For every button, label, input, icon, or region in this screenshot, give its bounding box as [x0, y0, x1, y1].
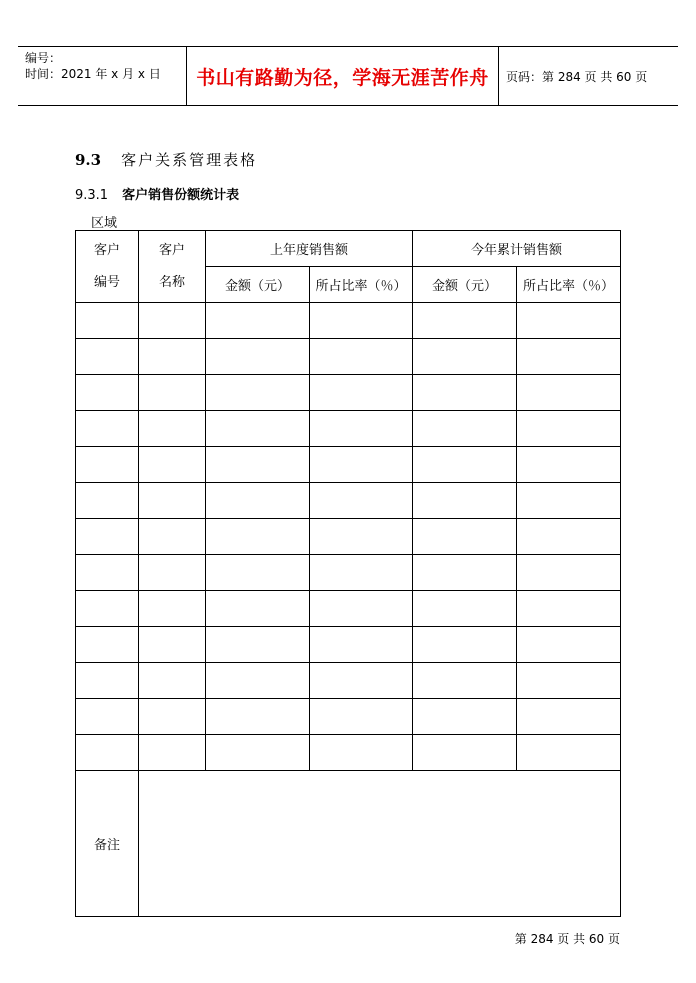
subsection-heading: [75, 184, 239, 203]
table-cell[interactable]: [206, 483, 310, 519]
table-cell[interactable]: [76, 735, 139, 771]
table-cell[interactable]: [206, 591, 310, 627]
table-cell[interactable]: [139, 411, 206, 447]
table-cell[interactable]: [76, 303, 139, 339]
table-cell[interactable]: [139, 555, 206, 591]
subsection-title: 客户销售份额统计表: [122, 188, 240, 203]
region-label: 区域: [91, 216, 118, 231]
table-cell[interactable]: [310, 483, 413, 519]
table-cell[interactable]: [139, 591, 206, 627]
region-field: [91, 212, 256, 231]
remark-row: [76, 771, 621, 917]
table-cell[interactable]: [206, 303, 310, 339]
table-cell[interactable]: [413, 699, 517, 735]
table-cell[interactable]: [310, 411, 413, 447]
table-row: [76, 483, 621, 519]
table-row: [76, 699, 621, 735]
document-time-label: 时间：2021 年 x 月 x 日: [25, 67, 161, 81]
table-cell[interactable]: [413, 411, 517, 447]
table-cell[interactable]: [76, 591, 139, 627]
table-cell[interactable]: [310, 555, 413, 591]
header-customer-name-line1: 客户: [158, 242, 185, 258]
table-cell[interactable]: [517, 411, 621, 447]
table-cell[interactable]: [310, 735, 413, 771]
table-cell[interactable]: [206, 519, 310, 555]
table-cell[interactable]: [310, 699, 413, 735]
table-cell[interactable]: [76, 483, 139, 519]
table-cell[interactable]: [517, 699, 621, 735]
table-cell[interactable]: [139, 735, 206, 771]
table-row: [76, 627, 621, 663]
table-cell[interactable]: [76, 555, 139, 591]
header-customer-number-line1: 客户: [93, 242, 120, 258]
header-customer-name-line2: 名称: [158, 274, 185, 290]
table-row: [76, 303, 621, 339]
header-meta: [25, 50, 161, 82]
table-cell[interactable]: [310, 447, 413, 483]
table-cell[interactable]: [517, 627, 621, 663]
table-cell[interactable]: [413, 339, 517, 375]
subsection-number: 9.3.1: [75, 188, 109, 203]
table-cell[interactable]: [139, 447, 206, 483]
table-cell[interactable]: [413, 303, 517, 339]
table-cell[interactable]: [206, 555, 310, 591]
remark-label: 备注: [76, 771, 139, 917]
table-row: [76, 447, 621, 483]
table-cell[interactable]: [517, 339, 621, 375]
table-cell[interactable]: [139, 339, 206, 375]
header-customer-number-line2: 编号: [93, 274, 120, 290]
table-cell[interactable]: [517, 735, 621, 771]
table-row: [76, 735, 621, 771]
table-cell[interactable]: [310, 339, 413, 375]
table-cell[interactable]: [517, 663, 621, 699]
table-row: [76, 375, 621, 411]
table-cell[interactable]: [139, 303, 206, 339]
table-cell[interactable]: [76, 699, 139, 735]
table-cell[interactable]: [139, 663, 206, 699]
table-cell[interactable]: [139, 483, 206, 519]
table-cell[interactable]: [76, 447, 139, 483]
header-motto: 书山有路勤为径，学海无涯苦作舟: [196, 66, 489, 89]
table-cell[interactable]: [517, 375, 621, 411]
table-cell[interactable]: [517, 447, 621, 483]
table-cell[interactable]: [413, 447, 517, 483]
table-cell[interactable]: [139, 375, 206, 411]
table-row: [76, 555, 621, 591]
header-customer-number: [76, 231, 139, 303]
table-cell[interactable]: [413, 735, 517, 771]
header-this-year-sales: 今年累计销售额: [413, 231, 621, 267]
table-cell[interactable]: [310, 303, 413, 339]
table-cell[interactable]: [139, 627, 206, 663]
page-footer: 第 284 页 共 60 页: [514, 932, 620, 946]
table-cell[interactable]: [413, 519, 517, 555]
section-title: 客户关系管理表格: [121, 151, 258, 169]
table-cell[interactable]: [517, 483, 621, 519]
table-cell[interactable]: [517, 555, 621, 591]
table-cell[interactable]: [310, 519, 413, 555]
table-cell[interactable]: [517, 591, 621, 627]
table-cell[interactable]: [76, 663, 139, 699]
table-cell[interactable]: [310, 663, 413, 699]
table-cell[interactable]: [206, 627, 310, 663]
table-header-row: [76, 231, 621, 267]
table-cell[interactable]: [413, 555, 517, 591]
table-cell[interactable]: [413, 663, 517, 699]
table-cell[interactable]: [206, 663, 310, 699]
table-row: [76, 591, 621, 627]
document-number-label: 编号：: [25, 51, 62, 65]
table-cell[interactable]: [206, 339, 310, 375]
table-cell[interactable]: [517, 303, 621, 339]
header-this-year-ratio: 所占比率（％）: [517, 267, 621, 303]
table-row: [76, 339, 621, 375]
header-this-year-amount: 金额（元）: [413, 267, 517, 303]
table-cell[interactable]: [517, 519, 621, 555]
table-cell[interactable]: [139, 699, 206, 735]
table-cell[interactable]: [206, 411, 310, 447]
table-cell[interactable]: [310, 591, 413, 627]
table-cell[interactable]: [206, 375, 310, 411]
table-row: [76, 411, 621, 447]
table-cell[interactable]: [310, 627, 413, 663]
table-cell[interactable]: [76, 339, 139, 375]
header-customer-name: [139, 231, 206, 303]
table-cell[interactable]: [76, 375, 139, 411]
table-row: [76, 663, 621, 699]
region-fill-line: [117, 216, 256, 231]
header-page-info: 页码：第 284 页 共 60 页: [506, 69, 648, 84]
table-cell[interactable]: [206, 699, 310, 735]
table-cell[interactable]: [413, 627, 517, 663]
table-cell[interactable]: [206, 447, 310, 483]
header-last-year-sales: 上年度销售额: [206, 231, 413, 267]
table-cell[interactable]: [139, 519, 206, 555]
header-divider: [498, 47, 499, 105]
sales-share-table: [75, 230, 621, 917]
table-cell[interactable]: [413, 375, 517, 411]
table-cell[interactable]: [76, 411, 139, 447]
header-last-year-amount: 金额（元）: [206, 267, 310, 303]
table-cell[interactable]: [413, 483, 517, 519]
page-header: [18, 46, 678, 106]
table-row: [76, 519, 621, 555]
table-cell[interactable]: [76, 519, 139, 555]
remark-cell[interactable]: [139, 771, 621, 917]
section-heading: [75, 149, 257, 170]
header-last-year-ratio: 所占比率（％）: [310, 267, 413, 303]
table-cell[interactable]: [206, 735, 310, 771]
table-cell[interactable]: [413, 591, 517, 627]
section-number: 9.3: [75, 151, 102, 169]
table-cell[interactable]: [76, 627, 139, 663]
table-cell[interactable]: [310, 375, 413, 411]
